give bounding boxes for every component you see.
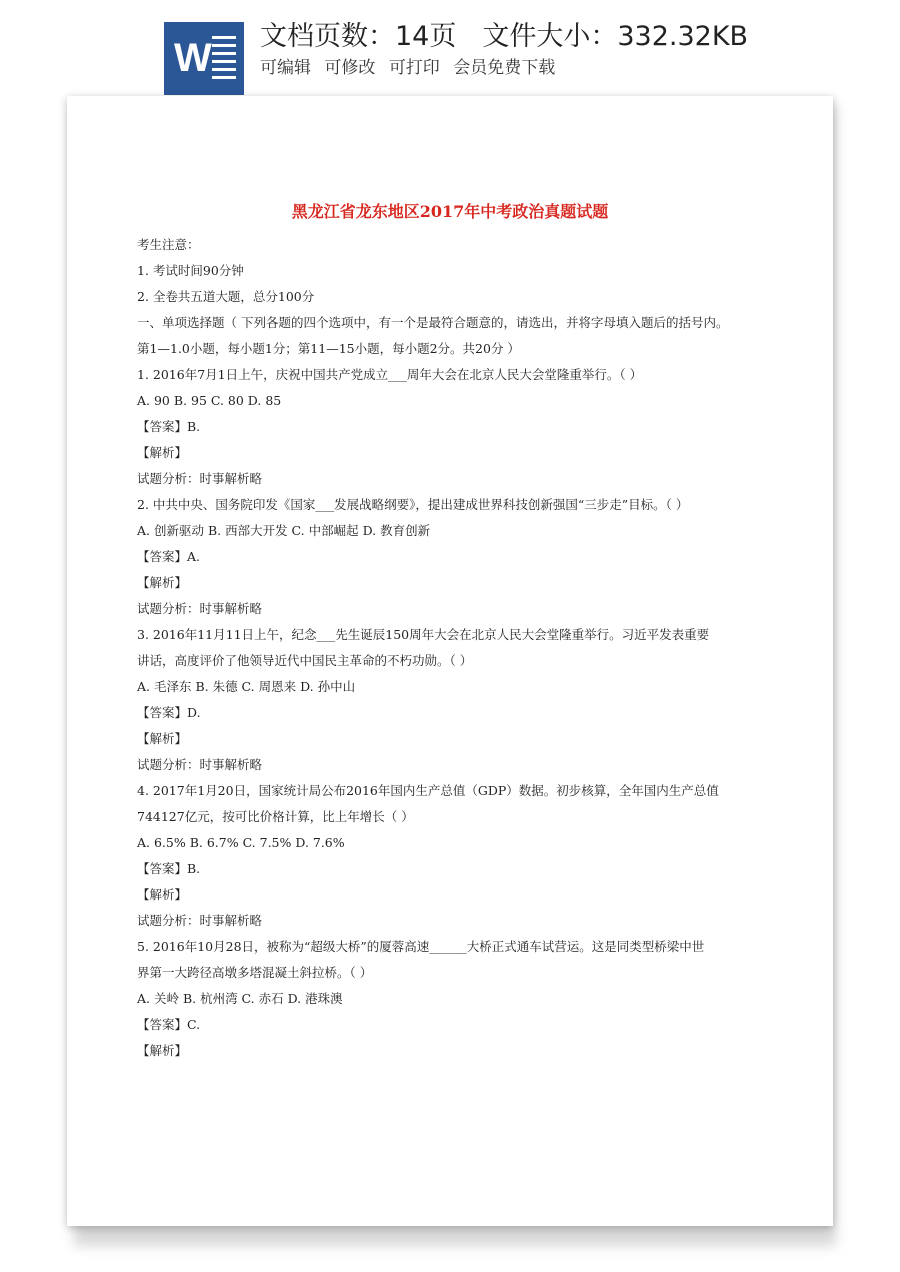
note-item: 2. 全卷共五道大题，总分100分	[137, 289, 315, 304]
document-title: 黑龙江省龙东地区2017年中考政治真题试题	[291, 202, 609, 221]
question-stem-cont: 界第一大跨径高墩多塔混凝土斜拉桥。（ ）	[137, 965, 373, 980]
section-intro: 一、单项选择题（ 下列各题的四个选项中，有一个是最符合题意的，请选出，并将字母填入题后的括号内。	[137, 315, 729, 330]
analysis-heading: 【解析】	[137, 445, 188, 460]
feature-editable: 可编辑	[260, 58, 311, 78]
answer-line: 【答案】B.	[137, 861, 201, 876]
notice-heading: 考生注意：	[137, 237, 200, 252]
analysis-heading: 【解析】	[137, 887, 188, 902]
file-size: 文件大小：332.32KB	[482, 21, 749, 52]
feature-free-download: 会员免费下载	[453, 58, 556, 78]
question-stem-cont: 744127亿元，按可比价格计算，比上年增长（ ）	[137, 809, 414, 824]
file-meta	[260, 18, 748, 56]
analysis-text: 试题分析：时事解析略	[137, 601, 263, 616]
question-stem: 4. 2017年1月20日，国家统计局公布2016年国内生产总值（GDP）数据。初步核算，全年国内生产总值	[137, 783, 719, 798]
analysis-text: 试题分析：时事解析略	[137, 913, 263, 928]
question-stem: 2. 中共中央、国务院印发《国家___发展战略纲要》，提出建成世界科技创新强国“三步走”目标。（ ）	[137, 497, 689, 512]
analysis-heading: 【解析】	[137, 1043, 188, 1058]
analysis-text: 试题分析：时事解析略	[137, 471, 263, 486]
note-item: 1. 考试时间90分钟	[137, 263, 244, 278]
question-options: A. 毛泽东 B. 朱德 C. 周恩来 D. 孙中山	[137, 679, 356, 694]
question-stem-cont: 讲话，高度评价了他领导近代中国民主革命的不朽功勋。（ ）	[137, 653, 473, 668]
question-options: A. 6.5% B. 6.7% C. 7.5% D. 7.6%	[137, 835, 345, 850]
word-doc-icon	[164, 22, 244, 95]
question-stem: 3. 2016年11月11日上午，纪念___先生诞辰150周年大会在北京人民大会堂隆重举行。习近平发表重要	[137, 627, 710, 642]
answer-line: 【答案】C.	[137, 1017, 201, 1032]
question-options: A. 90 B. 95 C. 80 D. 85	[137, 393, 282, 408]
question-options: A. 创新驱动 B. 西部大开发 C. 中部崛起 D. 教育创新	[137, 523, 431, 538]
analysis-heading: 【解析】	[137, 575, 188, 590]
feature-modifiable: 可修改	[324, 58, 376, 78]
analysis-heading: 【解析】	[137, 731, 188, 746]
feature-list	[260, 55, 563, 81]
page-count: 文档页数：14页	[260, 21, 457, 52]
question-stem: 5. 2016年10月28日，被称为“超级大桥”的厦蓉高速______大桥正式通车试营运。这是同类型桥梁中世	[137, 939, 705, 954]
analysis-text: 试题分析：时事解析略	[137, 757, 263, 772]
feature-printable: 可打印	[388, 58, 440, 78]
word-letter: W	[174, 36, 212, 80]
answer-line: 【答案】D.	[137, 705, 201, 720]
word-icon-lines	[212, 36, 236, 84]
document-body	[137, 232, 777, 1064]
section-intro: 第1—1.0小题，每小题1分；第11—15小题，每小题2分。共20分 ）	[137, 341, 520, 356]
answer-line: 【答案】B.	[137, 419, 201, 434]
answer-line: 【答案】A.	[137, 549, 201, 564]
question-options: A. 关岭 B. 杭州湾 C. 赤石 D. 港珠澳	[137, 991, 343, 1006]
question-stem: 1. 2016年7月1日上午，庆祝中国共产党成立___周年大会在北京人民大会堂隆重举行。（ ）	[137, 367, 643, 382]
document-page	[67, 96, 833, 1226]
